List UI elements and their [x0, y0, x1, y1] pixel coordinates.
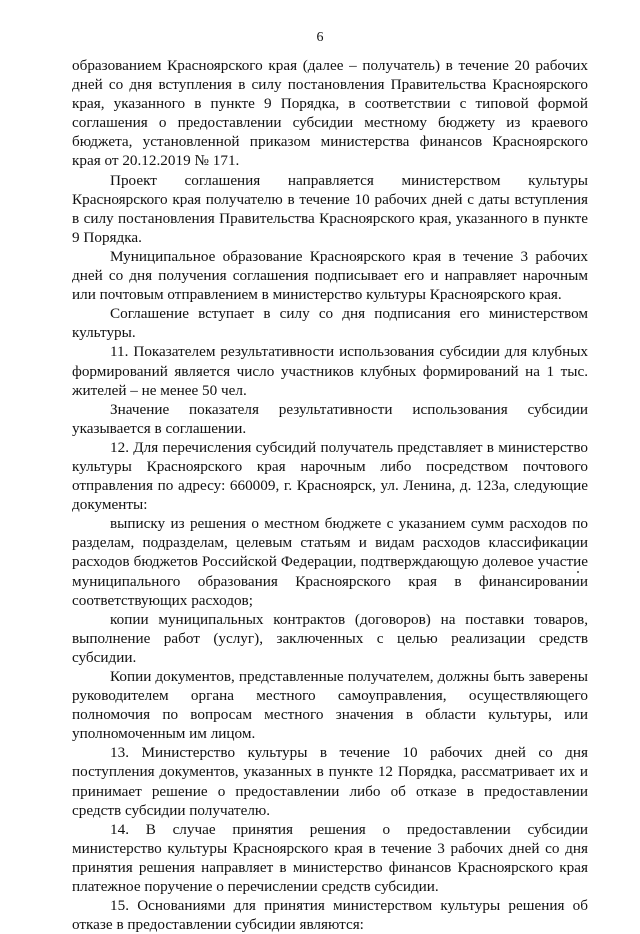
paragraph-draft-agreement: Проект соглашения направляется министерством культуры Красноярского края получателю в течение 10 рабочих дней с даты вступления в силу постановления Правительства Красноярского края, указанного в пункте 9 Порядка.: [72, 171, 588, 246]
page-number: 6: [316, 30, 324, 45]
paragraph-indicator-value: Значение показателя результативности использования субсидии указывается в соглашении.: [72, 400, 588, 437]
paragraph-budget-extract: выписку из решения о местном бюджете с указанием сумм расходов по разделам, подразделам, целевым статьям и видам расходов классификации расходов бюджетов Российской Федерации, подтверждающую долевое участие муниципального образования Красноярского края в финансировании соответствующих расходов;: [72, 515, 588, 609]
paragraph-item-15: 15. Основаниями для принятия министерством культуры решения об отказе в предоставлении субсидии являются:: [72, 897, 588, 934]
paragraph-continuation: образованием Красноярского края (далее – получатель) в течение 20 рабочих дней со дня вступления в силу постановления Правительства Красноярского края, указанного в пункте 9 Порядка, в соответствии с типовой формой соглашения о предоставлении субсидии местному бюджету из краевого бюджета, установленной приказом министерства финансов Красноярского края от 20.12.2019 № 171.: [72, 57, 588, 170]
paragraph-certified-copies: Копии документов, представленные получателем, должны быть заверены руководителем органа местного самоуправления, осуществляющего полномочия по вопросам местного значения в области культуры, или уполномоченным им лицом.: [72, 668, 588, 743]
paragraph-item-11: 11. Показателем результативности использования субсидии для клубных формирований является число участников клубных формирований на 1 тыс. жителей – не менее 50 чел.: [72, 343, 588, 399]
paragraph-municipal-signing: Муниципальное образование Красноярского края в течение 3 рабочих дней со дня получения соглашения подписывает его и направляет нарочным или почтовым отправлением в министерство культуры Красноярского края.: [72, 247, 588, 304]
paragraph-item-12: 12. Для перечисления субсидий получатель представляет в министерство культуры Красноярского края нарочным либо посредством почтового отправления по адресу: 660009, г. Красноярск, ул. Ленина, д. 123а, следующие документы:: [72, 438, 588, 514]
scan-speck: [577, 571, 579, 573]
paragraph-item-14: 14. В случае принятия решения о предоставлении субсидии министерство культуры Красноярского края в течение 3 рабочих дней со дня принятия решения направляет в министерство финансов Красноярского края платежное поручение о перечислении средств субсидии.: [72, 820, 588, 896]
paragraph-contract-copies: копии муниципальных контрактов (договоров) на поставки товаров, выполнение работ (услуг), заключенных с целью реализации средств субсидии.: [72, 610, 588, 666]
document-body: [72, 56, 588, 934]
paragraph-agreement-effective: Соглашение вступает в силу со дня подписания его министерством культуры.: [72, 305, 588, 342]
paragraph-item-13: 13. Министерство культуры в течение 10 рабочих дней со дня поступления документов, указанных в пункте 12 Порядка, рассматривает их и принимает решение о предоставлении либо об отказе в предоставлении средств субсидии получателю.: [72, 744, 588, 819]
